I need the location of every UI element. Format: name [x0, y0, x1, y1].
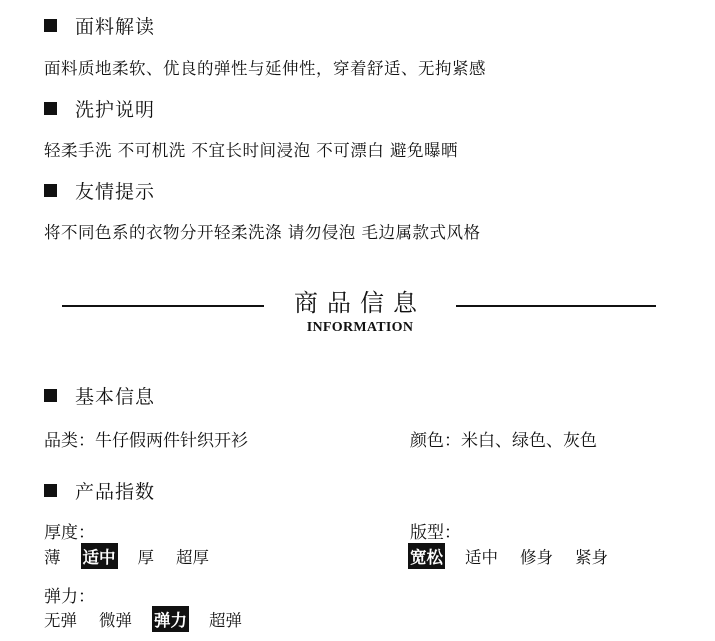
thickness-label: 厚度：	[44, 523, 95, 543]
thickness-option: 厚	[137, 548, 154, 567]
care-instructions: 轻柔手洗 不可机洗 不宜长时间浸泡 不可漂白 避免曝晒	[44, 141, 458, 160]
square-bullet-icon	[44, 389, 57, 402]
elasticity-option: 无弹	[44, 611, 77, 630]
fabric-description: 面料质地柔软、优良的弹性与延伸性，穿着舒适、无拘紧感	[44, 59, 486, 78]
product-colors: 颜色：米白、绿色、灰色	[410, 431, 597, 451]
header-divider-left	[62, 305, 264, 307]
elasticity-option: 微弹	[99, 611, 132, 630]
section-title: 面料解读	[75, 16, 156, 38]
fit-option: 宽松	[408, 543, 445, 569]
section-title: 洗护说明	[75, 99, 156, 121]
elasticity-option: 弹力	[152, 606, 189, 632]
section-index-heading	[44, 477, 155, 504]
tips-text: 将不同色系的衣物分开轻柔洗涤 请勿侵泡 毛边属款式风格	[44, 223, 481, 242]
square-bullet-icon	[44, 184, 57, 197]
section-care-heading	[44, 95, 155, 122]
fit-option: 紧身	[575, 548, 608, 567]
thickness-scale	[42, 543, 229, 569]
fit-option: 适中	[465, 548, 498, 567]
thickness-option: 超厚	[176, 548, 209, 567]
section-tips-heading	[44, 177, 155, 204]
section-fabric-heading	[44, 12, 155, 39]
section-title: 基本信息	[75, 386, 156, 408]
section-title: 友情提示	[75, 181, 156, 203]
elasticity-label: 弹力：	[44, 587, 95, 607]
thickness-option: 薄	[44, 548, 61, 567]
fit-option: 修身	[520, 548, 553, 567]
header-divider-right	[456, 305, 656, 307]
fit-scale	[408, 543, 628, 569]
elasticity-scale	[42, 606, 262, 632]
info-header-title: 商品信息	[294, 289, 426, 317]
info-header-subtitle: INFORMATION	[306, 320, 414, 335]
product-category: 品类：牛仔假两件针织开衫	[44, 431, 248, 451]
square-bullet-icon	[44, 484, 57, 497]
square-bullet-icon	[44, 102, 57, 115]
fit-label: 版型：	[410, 523, 461, 543]
section-title: 产品指数	[75, 481, 156, 503]
square-bullet-icon	[44, 19, 57, 32]
thickness-option: 适中	[81, 543, 118, 569]
section-basic-heading	[44, 382, 155, 409]
elasticity-option: 超弹	[209, 611, 242, 630]
